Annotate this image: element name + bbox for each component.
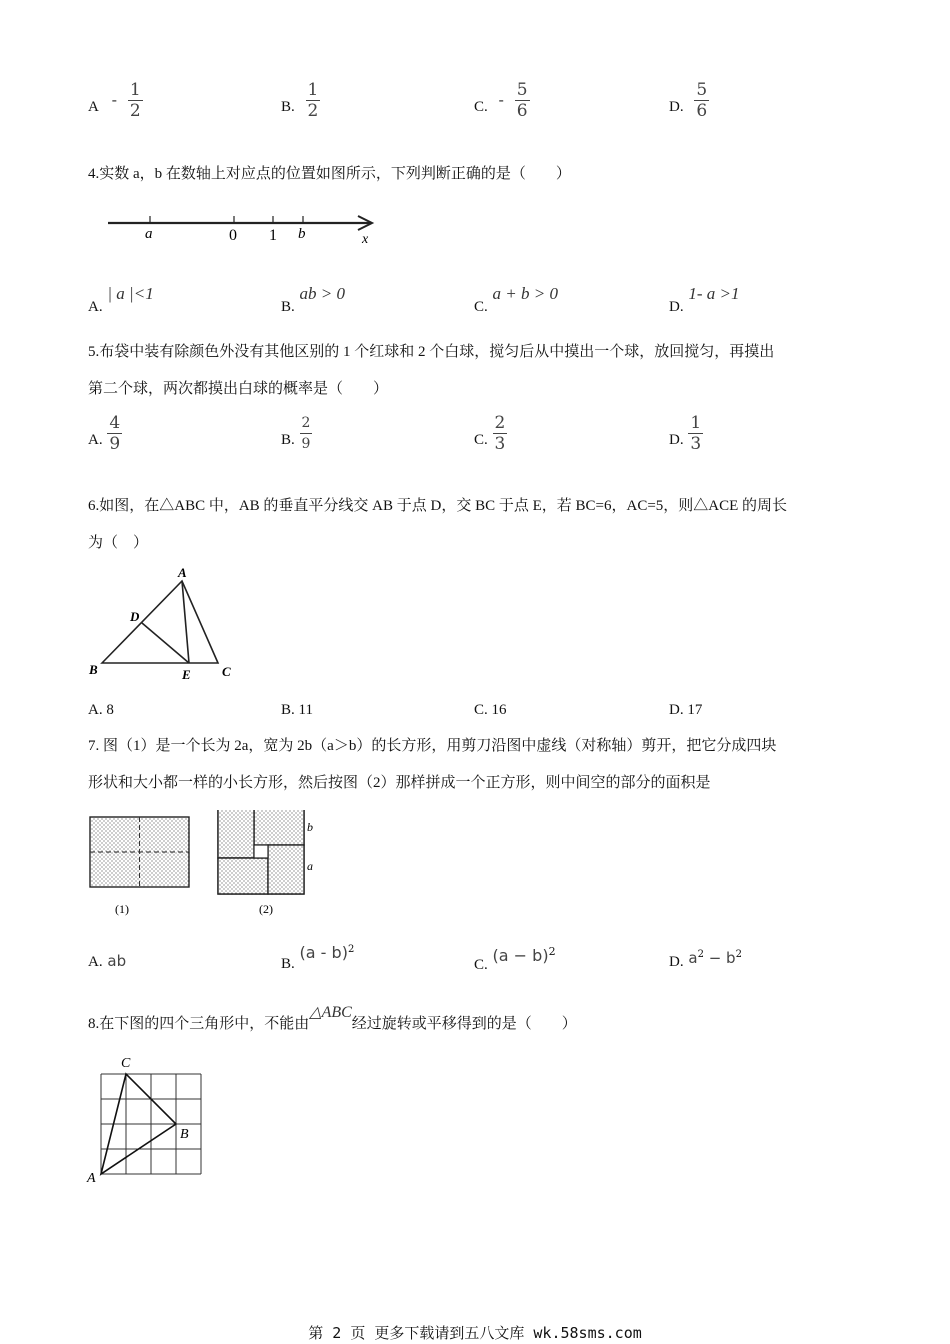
label-x: x bbox=[362, 232, 369, 247]
fraction: $\frac{1}{2}$ bbox=[129, 80, 141, 121]
q6-option-a: A. 8 bbox=[88, 702, 114, 718]
fraction: $\frac{5}{6}$ bbox=[516, 80, 528, 121]
piece-left-top bbox=[218, 810, 254, 858]
q3-option-d: D. $\frac{5}{6}$ bbox=[669, 80, 708, 121]
page-footer: 第 2 页 更多下载请到五八文库 wk.58sms.com bbox=[308, 1324, 642, 1342]
q5-option-a: A. $\frac{4}{9}$ bbox=[88, 413, 121, 454]
q6-stem-line2: 为（ ） bbox=[88, 535, 149, 551]
fraction: $\frac{2}{3}$ bbox=[494, 413, 506, 454]
label-C: C bbox=[121, 1056, 131, 1071]
q4-option-c: C. a + b > 0 bbox=[474, 284, 558, 315]
label-0: 0 bbox=[229, 227, 237, 244]
label-C: C bbox=[222, 664, 231, 679]
q7-option-a: A. ab bbox=[88, 952, 127, 970]
number-line-figure bbox=[100, 205, 390, 250]
q6-option-c: C. 16 bbox=[474, 702, 507, 718]
fraction: $\frac{5}{6}$ bbox=[696, 80, 708, 121]
q4-option-b: B. ab > 0 bbox=[281, 284, 346, 315]
q5-option-c: C. $\frac{2}{3}$ bbox=[474, 413, 506, 454]
grid bbox=[101, 1074, 201, 1174]
grid-triangle-figure bbox=[85, 1052, 210, 1187]
fraction: $\frac{1}{3}$ bbox=[690, 413, 702, 454]
label-fig2: (2) bbox=[259, 902, 273, 916]
q7-option-c: C. $(a - b)^2$ bbox=[474, 945, 556, 973]
label-E: E bbox=[182, 667, 191, 682]
q3-option-b: B. $\frac{1}{2}$ bbox=[281, 80, 319, 121]
rectangles-figure bbox=[85, 810, 325, 922]
fraction: $\frac{4}{9}$ bbox=[109, 413, 121, 454]
triangle-abc bbox=[102, 581, 218, 663]
q3-option-c: C. - $\frac{5}{6}$ bbox=[474, 80, 528, 121]
center-hole bbox=[254, 845, 268, 858]
q5-stem-line2: 第二个球，两次都摸出白球的概率是（ ） bbox=[88, 381, 389, 397]
q3-option-a: A - $\frac{1}{2}$ bbox=[88, 80, 141, 121]
piece-top-right bbox=[254, 810, 304, 845]
label-b: b bbox=[307, 820, 313, 834]
label-B: B bbox=[180, 1127, 189, 1142]
q4-option-d: D. 1- a >1 bbox=[669, 284, 740, 315]
q7-stem-line1: 7. 图（1）是一个长为 2a，宽为 2b（a＞b）的长方形，用剪刀沿图中虚线（对称轴）剪开，把它分成四块 bbox=[88, 738, 777, 754]
label-A: A bbox=[178, 565, 187, 580]
q4-option-a: A. | a |<1 bbox=[88, 284, 154, 315]
q8-stem: 8.在下图的四个三角形中，不能由△ABC经过旋转或平移得到的是（ ） bbox=[88, 1004, 577, 1032]
piece-right-bottom bbox=[268, 845, 304, 894]
label-b: b bbox=[298, 226, 306, 242]
q7-stem-line2: 形状和大小都一样的小长方形，然后按图（2）那样拼成一个正方形，则中间空的部分的面积是 bbox=[88, 775, 711, 791]
fraction: $\frac{1}{2}$ bbox=[307, 80, 319, 121]
label-1: 1 bbox=[269, 227, 277, 244]
label-a: a bbox=[145, 226, 153, 242]
q4-stem: 4.实数 a，b 在数轴上对应点的位置如图所示，下列判断正确的是（ ） bbox=[88, 166, 571, 182]
label-fig1: (1) bbox=[115, 902, 129, 916]
triangle-abc-figure bbox=[85, 562, 245, 687]
q5-stem-line1: 5.布袋中装有除颜色外没有其他区别的 1 个红球和 2 个白球，搅匀后从中摸出一个球，放回搅匀，再摸出 bbox=[88, 344, 775, 360]
q6-option-d: D. 17 bbox=[669, 702, 703, 718]
q7-option-b: B. (a - b)$^2$ bbox=[281, 943, 355, 972]
q6-stem-line1: 6.如图，在△ABC 中，AB 的垂直平分线交 AB 于点 D，交 BC 于点 E，若 BC=6，AC=5，则△ACE 的周长 bbox=[88, 498, 788, 514]
q5-option-d: D. $\frac{1}{3}$ bbox=[669, 413, 702, 454]
piece-bottom-left bbox=[218, 858, 268, 894]
q6-option-b: B. 11 bbox=[281, 702, 313, 718]
q5-option-b: B. $\frac{2}{9}$ bbox=[281, 415, 311, 452]
label-a: a bbox=[307, 859, 313, 873]
fraction: $\frac{2}{9}$ bbox=[301, 415, 311, 452]
label-A: A bbox=[87, 1171, 96, 1186]
q7-option-d: D. $a^2 - b^2$ bbox=[669, 949, 742, 970]
label-B: B bbox=[89, 662, 98, 677]
label-D: D bbox=[130, 609, 140, 624]
perpendicular-de bbox=[142, 623, 189, 663]
